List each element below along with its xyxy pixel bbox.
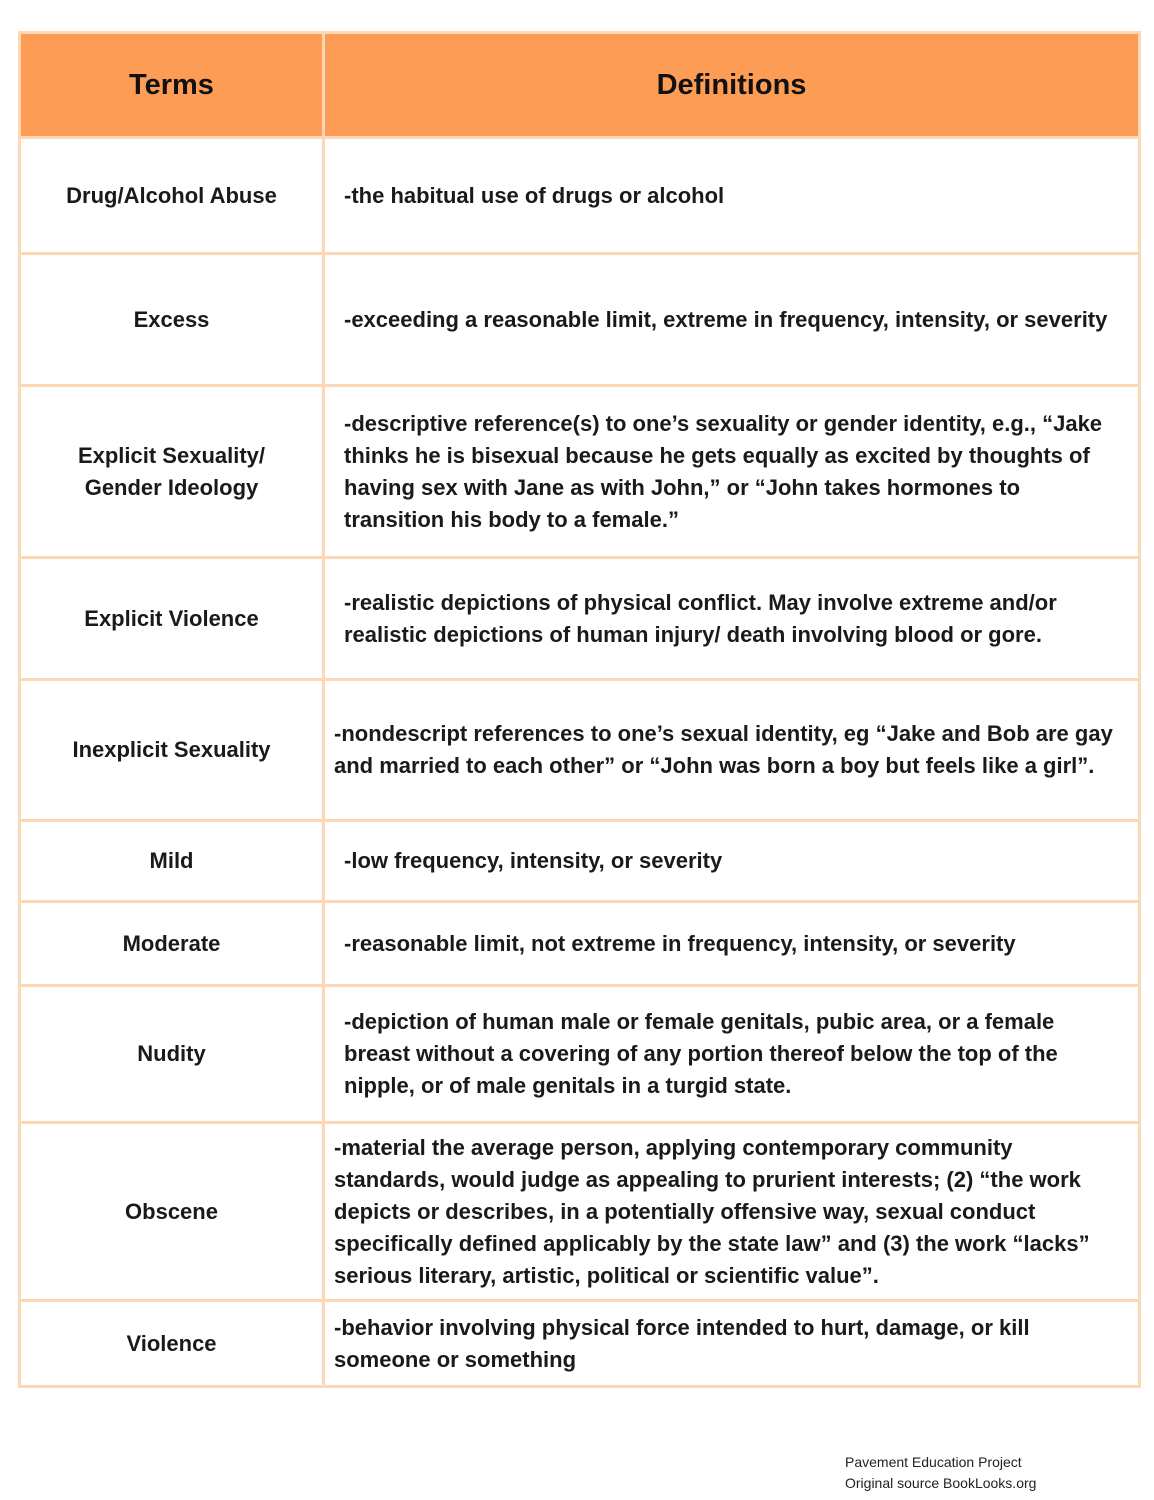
table-row bbox=[20, 386, 1140, 558]
definition-cell: -low frequency, intensity, or severity bbox=[324, 821, 1140, 902]
table-row bbox=[20, 254, 1140, 386]
term-cell: Obscene bbox=[20, 1123, 324, 1301]
table-row bbox=[20, 1301, 1140, 1387]
table-row bbox=[20, 821, 1140, 902]
term-cell: Drug/Alcohol Abuse bbox=[20, 138, 324, 254]
definition-cell: -exceeding a reasonable limit, extreme in frequency, intensity, or severity bbox=[324, 254, 1140, 386]
term-cell: Moderate bbox=[20, 902, 324, 986]
term-cell: Explicit Sexuality/ Gender Ideology bbox=[20, 386, 324, 558]
source-credit bbox=[845, 1452, 1036, 1494]
term-cell: Nudity bbox=[20, 986, 324, 1123]
term-cell: Inexplicit Sexuality bbox=[20, 680, 324, 821]
term-cell: Violence bbox=[20, 1301, 324, 1387]
header-row bbox=[20, 33, 1140, 138]
table-row bbox=[20, 902, 1140, 986]
definition-cell: -the habitual use of drugs or alcohol bbox=[324, 138, 1140, 254]
table-row bbox=[20, 680, 1140, 821]
definition-cell: -nondescript references to one’s sexual identity, eg “Jake and Bob are gay and married to each other” or “John was born a boy but feels like a girl”. bbox=[324, 680, 1140, 821]
definitions-table bbox=[18, 31, 1141, 1388]
footer-line-project: Pavement Education Project bbox=[845, 1454, 1022, 1470]
definition-cell: -depiction of human male or female genitals, pubic area, or a female breast without a covering of any portion thereof below the top of the nipple, or of male genitals in a turgid state. bbox=[324, 986, 1140, 1123]
definition-cell: -descriptive reference(s) to one’s sexuality or gender identity, e.g., “Jake thinks he is bisexual because he gets equally as excited by thoughts of having sex with Jane as with John,” or “John takes hormones to transition his body to a female.” bbox=[324, 386, 1140, 558]
table-row bbox=[20, 558, 1140, 680]
terms-header: Terms bbox=[20, 33, 324, 138]
definition-cell: -reasonable limit, not extreme in frequency, intensity, or severity bbox=[324, 902, 1140, 986]
table-row bbox=[20, 1123, 1140, 1301]
table-row bbox=[20, 138, 1140, 254]
definition-cell: -realistic depictions of physical conflict. May involve extreme and/or realistic depictions of human injury/ death involving blood or gore. bbox=[324, 558, 1140, 680]
term-cell: Excess bbox=[20, 254, 324, 386]
definition-cell: -behavior involving physical force intended to hurt, damage, or kill someone or something bbox=[324, 1301, 1140, 1387]
definitions-header: Definitions bbox=[324, 33, 1140, 138]
table-row bbox=[20, 986, 1140, 1123]
term-cell: Explicit Violence bbox=[20, 558, 324, 680]
term-cell: Mild bbox=[20, 821, 324, 902]
definition-cell: -material the average person, applying contemporary community standards, would judge as appealing to prurient interests; (2) “the work depicts or describes, in a potentially offensive way, sexual conduct specifically defined applicably by the state law” and (3) the work “lacks” serious literary, artistic, political or scientific value”. bbox=[324, 1123, 1140, 1301]
footer-line-source: Original source BookLooks.org bbox=[845, 1475, 1037, 1491]
